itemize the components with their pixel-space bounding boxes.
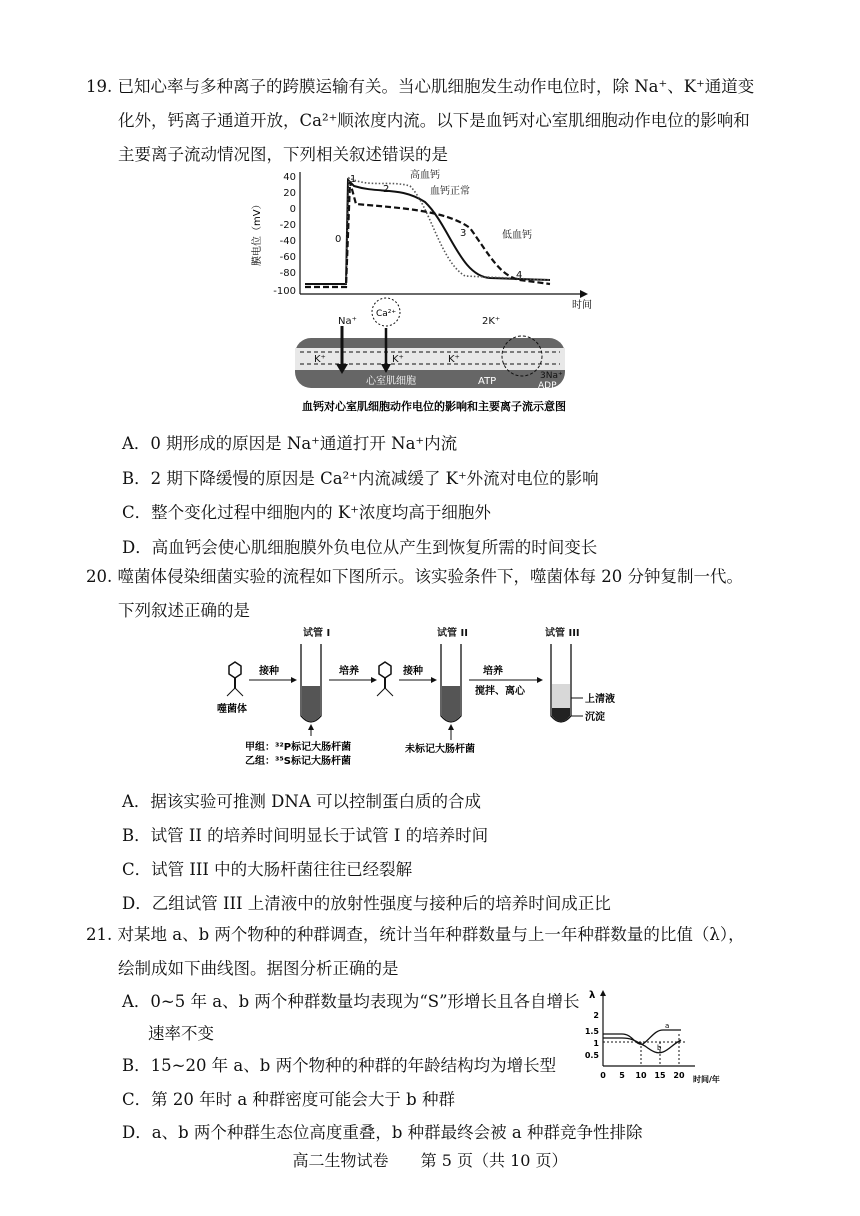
- q20-option-c[interactable]: C．试管 III 中的大肠杆菌往往已经裂解: [122, 860, 413, 879]
- q21-option-a-cont: 速率不变: [148, 1024, 214, 1043]
- ytick-20: 20: [283, 188, 296, 199]
- phase-1-label: 1: [350, 174, 357, 185]
- x-axis-label: 时间/年: [693, 1075, 720, 1084]
- stir-centrifuge-label: 搅拌、离心: [475, 686, 525, 697]
- question-19-line3: 主要离子流动情况图，下列相关叙述错误的是: [118, 145, 448, 164]
- culture-2-label: 培养: [483, 666, 503, 677]
- figure-19-caption: 血钙对心室肌细胞动作电位的影响和主要离子流示意图: [302, 400, 566, 413]
- question-19: [86, 70, 754, 104]
- lambda-axis-label: λ: [589, 990, 596, 1001]
- group-a-label: 甲组：³²P标记大肠杆菌: [245, 742, 352, 753]
- q19-option-c[interactable]: C．整个变化过程中细胞内的 K⁺浓度均高于细胞外: [122, 503, 491, 522]
- atp-label: ATP: [478, 376, 497, 387]
- xtick-5: 5: [619, 1071, 625, 1080]
- footer-subject: 高二生物试卷: [292, 1151, 389, 1170]
- two-potassium-label: 2K⁺: [482, 316, 501, 327]
- question-number: 20.: [86, 567, 113, 586]
- question-21-line1: [86, 918, 745, 952]
- xtick-0: 0: [600, 1071, 606, 1080]
- culture-1-label: 培养: [339, 666, 359, 677]
- cell-label: 心室肌细胞: [366, 376, 416, 387]
- three-sodium-label: 3Na⁺: [540, 371, 563, 381]
- phase-0-label: 0: [335, 234, 342, 245]
- ytick-1: 1: [593, 1039, 599, 1048]
- question-stem: 对某地 a、b 两个物种的种群调查，统计当年种群数量与上一年种群数量的比值（λ），: [117, 925, 745, 944]
- question-stem: 已知心率与多种离子的跨膜运输有关。当心肌细胞发生动作电位时，除 Na⁺、K⁺通道变: [117, 77, 755, 96]
- ytick-neg20: -20: [279, 220, 296, 231]
- ytick-neg40: -40: [279, 236, 296, 247]
- q20-option-a[interactable]: A．据该实验可推测 DNA 可以控制蛋白质的合成: [122, 792, 481, 811]
- phage-label: 噬菌体: [217, 704, 247, 715]
- ytick-40: 40: [283, 172, 296, 183]
- q21-option-a[interactable]: A．0~5 年 a、b 两个种群数量均表现为“S”形增长且各自增长: [122, 992, 580, 1011]
- q21-option-c[interactable]: C．第 20 年时 a 种群密度可能会大于 b 种群: [122, 1090, 455, 1109]
- question-20-line2: 下列叙述正确的是: [118, 601, 250, 620]
- low-calcium-label: 低血钙: [502, 230, 532, 241]
- xtick-15: 15: [654, 1071, 666, 1080]
- xtick-10: 10: [635, 1071, 647, 1080]
- q20-option-d[interactable]: D．乙组试管 III 上清液中的放射性强度与接种后的培养时间成正比: [122, 894, 611, 913]
- series-a-label: a: [665, 1022, 670, 1030]
- potassium-ion-label-3: K⁺: [448, 354, 460, 365]
- question-stem: 噬菌体侵染细菌实验的流程如下图所示。该实验条件下，噬菌体每 20 分钟复制一代。: [117, 567, 743, 586]
- inoculate-2-label: 接种: [403, 666, 423, 677]
- high-calcium-label: 高血钙: [410, 170, 440, 181]
- question-19-line1: [86, 70, 754, 104]
- phage-experiment-figure: [205, 624, 665, 774]
- footer-page-number: 第 5 页（共 10 页）: [420, 1151, 568, 1170]
- question-21-line2: 绘制成如下曲线图。据图分析正确的是: [118, 959, 399, 978]
- q19-option-d[interactable]: D．高血钙会使心肌细胞膜外负电位从产生到恢复所需的时间变长: [122, 538, 598, 557]
- normal-calcium-label: 血钙正常: [430, 186, 470, 197]
- sodium-ion-label: Na⁺: [338, 316, 357, 327]
- ytick-neg80: -80: [279, 268, 296, 279]
- potassium-ion-label-1: K⁺: [314, 354, 326, 365]
- y-axis-label: 膜电位（mV）: [252, 199, 263, 266]
- curve-a: [603, 1030, 681, 1044]
- phage-icon: [377, 662, 393, 696]
- group-b-label: 乙组：³⁵S标记大肠杆菌: [245, 756, 351, 767]
- q20-option-b[interactable]: B．试管 II 的培养时间明显长于试管 I 的培养时间: [122, 826, 489, 845]
- question-20-line1: [86, 560, 743, 594]
- q21-option-d[interactable]: D．a、b 两个种群生态位高度重叠，b 种群最终会被 a 种群竞争性排除: [122, 1123, 643, 1142]
- inoculate-1-label: 接种: [259, 666, 279, 677]
- curve-b: [603, 1038, 681, 1053]
- potassium-ion-label-2: K⁺: [392, 354, 404, 365]
- x-axis-label: 时间: [572, 300, 592, 311]
- tube-3-label: 试管 III: [545, 628, 580, 639]
- lambda-curve-figure: [585, 988, 750, 1084]
- sediment-label: 沉淀: [585, 712, 605, 723]
- ytick-2: 2: [593, 1011, 599, 1020]
- calcium-ion-label: Ca²⁺: [376, 309, 397, 319]
- q19-option-b[interactable]: B．2 期下降缓慢的原因是 Ca²⁺内流减缓了 K⁺外流对电位的影响: [122, 469, 599, 488]
- xtick-20: 20: [673, 1071, 685, 1080]
- ytick-neg100: -100: [273, 286, 296, 297]
- adp-label: ADP: [538, 381, 557, 391]
- phase-3-label: 3: [460, 228, 467, 239]
- supernatant-label: 上清液: [585, 694, 615, 705]
- ytick-0-5: 0.5: [585, 1051, 599, 1060]
- unlabeled-ecoli-label: 未标记大肠杆菌: [405, 744, 475, 755]
- ytick-neg60: -60: [279, 252, 296, 263]
- q19-option-a[interactable]: A．0 期形成的原因是 Na⁺通道打开 Na⁺内流: [122, 434, 458, 453]
- q21-option-b[interactable]: B．15~20 年 a、b 两个物种的种群的年龄结构均为增长型: [122, 1056, 557, 1075]
- phase-4-label: 4: [516, 270, 523, 281]
- ytick-0: 0: [289, 204, 296, 215]
- tube-2-label: 试管 II: [437, 628, 468, 639]
- series-b-label: b: [657, 1044, 662, 1052]
- question-19-line2: 化外，钙离子通道开放，Ca²⁺顺浓度内流。以下是血钙对心室肌细胞动作电位的影响和: [118, 111, 750, 130]
- page-footer: [0, 1148, 860, 1171]
- question-number: 19.: [86, 77, 113, 96]
- tube-1-label: 试管 I: [303, 628, 331, 639]
- phage-icon: [227, 662, 243, 696]
- ytick-1-5: 1.5: [585, 1027, 599, 1036]
- question-number: 21.: [86, 925, 113, 944]
- phase-2-label: 2: [383, 184, 390, 195]
- action-potential-figure: [250, 166, 600, 416]
